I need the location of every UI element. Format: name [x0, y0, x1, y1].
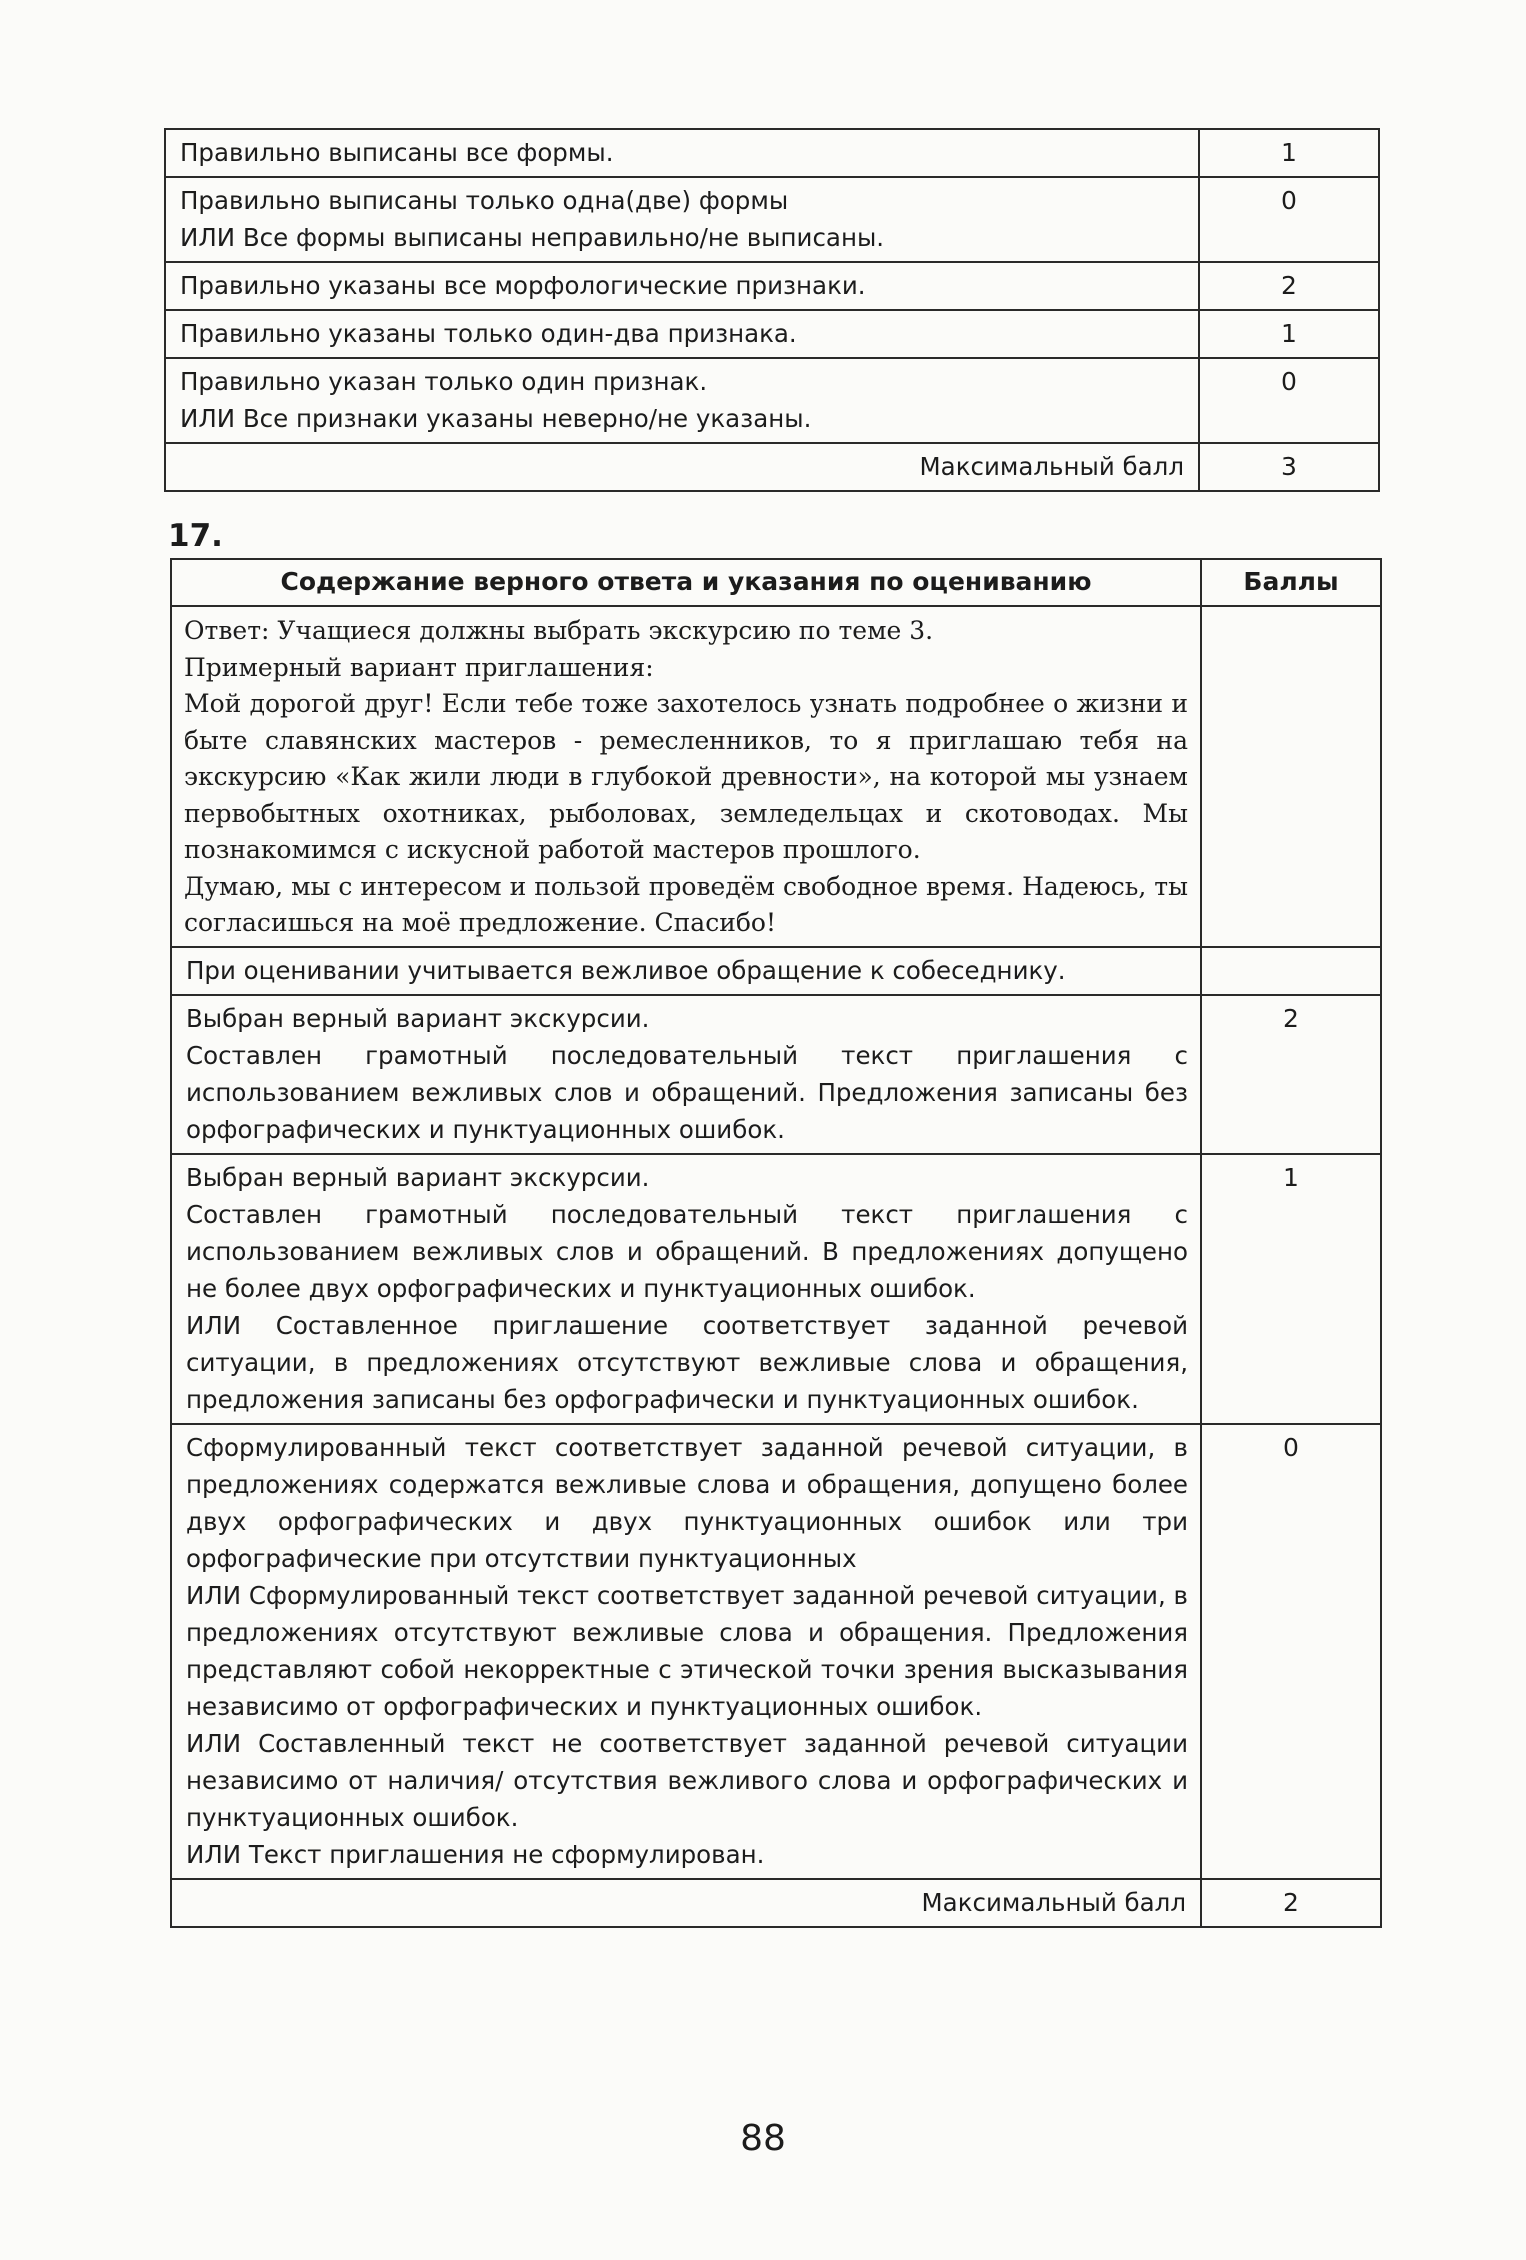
max-score-value: 3 [1199, 443, 1379, 491]
empty-score-cell [1201, 606, 1381, 947]
max-score-label: Максимальный балл [171, 1879, 1201, 1927]
criterion-score: 0 [1201, 1424, 1381, 1879]
table-row [165, 177, 1379, 262]
max-score-row [171, 1879, 1381, 1927]
criterion-text: Сформулированный текст соответствует заданной речевой ситуации, в предложениях содержатся вежливые слова и обращения, допущено более двух орфографических и двух пунктуационных ошибок или три орфографические при отсутствии пунктуационных ИЛИ Сформулированный текст соответствует заданной речевой ситуации, в предложениях отсутствуют вежливые слова и обращения. Предложения представляют собой некорректные с этической точки зрения высказывания независимо от орфографических и пунктуационных ошибок. ИЛИ Составленный текст не соответствует заданной речевой ситуации независимо от наличия/ отсутствия вежливого слова и орфографических и пунктуационных ошибок. ИЛИ Текст приглашения не сформулирован. [171, 1424, 1201, 1879]
criterion-score: 1 [1199, 310, 1379, 358]
table-row [171, 1154, 1381, 1424]
criterion-text: Правильно выписаны все формы. [165, 129, 1199, 177]
criterion-score: 1 [1201, 1154, 1381, 1424]
header-content: Содержание верного ответа и указания по оцениванию [171, 559, 1201, 606]
evaluation-note: При оценивании учитывается вежливое обращение к собеседнику. [171, 947, 1201, 995]
criteria-table-previous [164, 128, 1380, 492]
table-header-row [171, 559, 1381, 606]
table-row [165, 129, 1379, 177]
criteria-table-task-17 [170, 558, 1382, 1928]
table-row [165, 358, 1379, 443]
table-row [171, 995, 1381, 1154]
note-row [171, 947, 1381, 995]
criterion-score: 2 [1199, 262, 1379, 310]
criterion-text: Выбран верный вариант экскурсии. Составлен грамотный последовательный текст приглашения с использованием вежливых слов и обращений. В предложениях допущено не более двух орфографических и пунктуационных ошибок. ИЛИ Составленное приглашение соответствует заданной речевой ситуации, в предложениях отсутствуют вежливые слова и обращения, предложения записаны без орфографически и пунктуационных ошибок. [171, 1154, 1201, 1424]
criterion-text: Правильно указаны все морфологические признаки. [165, 262, 1199, 310]
max-score-value: 2 [1201, 1879, 1381, 1927]
table-row [165, 310, 1379, 358]
criterion-score: 0 [1199, 177, 1379, 262]
criterion-text: Выбран верный вариант экскурсии. Составлен грамотный последовательный текст приглашения с использованием вежливых слов и обращений. Предложения записаны без орфографических и пунктуационных ошибок. [171, 995, 1201, 1154]
table-row [171, 1424, 1381, 1879]
max-score-row [165, 443, 1379, 491]
criterion-score: 0 [1199, 358, 1379, 443]
page-number: 88 [740, 2118, 786, 2159]
criterion-text: Правильно указаны только один-два признака. [165, 310, 1199, 358]
criterion-text: Правильно указан только один признак. ИЛИ Все признаки указаны неверно/не указаны. [165, 358, 1199, 443]
criterion-score: 2 [1201, 995, 1381, 1154]
criterion-score: 1 [1199, 129, 1379, 177]
task-number: 17. [168, 518, 223, 554]
criterion-text: Правильно выписаны только одна(две) формы ИЛИ Все формы выписаны неправильно/не выписаны. [165, 177, 1199, 262]
max-score-label: Максимальный балл [165, 443, 1199, 491]
answer-row [171, 606, 1381, 947]
sample-answer: Ответ: Учащиеся должны выбрать экскурсию по теме 3. Примерный вариант приглашения: Мой дорогой друг! Если тебе тоже захотелось узнать подробнее о жизни и быте славянских мастеров - ремесленников, то я приглашаю тебя на экскурсию «Как жили люди в глубокой древности», на которой мы узнаем первобытных охотниках, рыболовах, земледельцах и скотоводах. Мы познакомимся с искусной работой мастеров прошлого. Думаю, мы с интересом и пользой проведём свободное время. Надеюсь, ты согласишься на моё предложение. Спасибо! [171, 606, 1201, 947]
empty-score-cell [1201, 947, 1381, 995]
header-score: Баллы [1201, 559, 1381, 606]
table-row [165, 262, 1379, 310]
